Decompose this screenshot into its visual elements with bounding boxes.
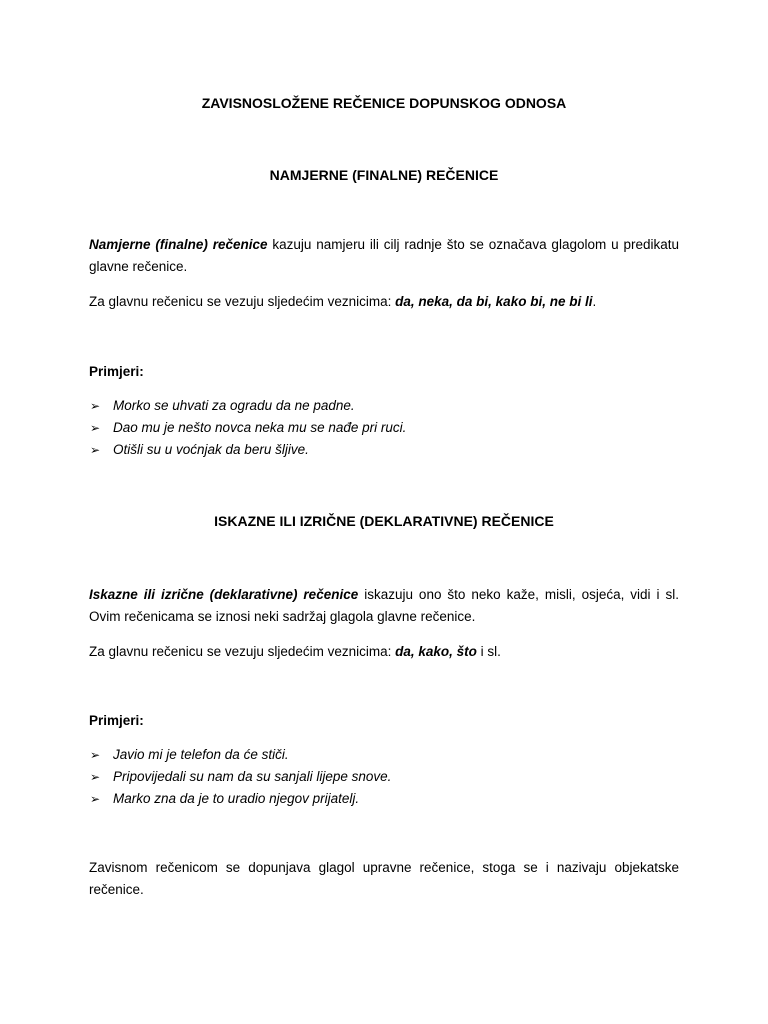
closing-paragraph: Zavisnom rečenicom se dopunjava glagol upravne rečenice, stoga se i nazivaju objekatske rečenice.	[89, 860, 679, 897]
arrow-bullet-icon: ➢	[90, 421, 101, 435]
section-title-iskazne: ISKAZNE ILI IZRIČNE (DEKLARATIVNE) REČENICE	[214, 513, 554, 529]
conjunctions-end: i sl.	[476, 644, 501, 659]
conjunctions-list: da, neka, da bi, kako bi, ne bi li	[395, 294, 593, 309]
arrow-bullet-icon: ➢	[90, 399, 101, 413]
definition-term: Namjerne (finalne) rečenice	[89, 237, 268, 252]
list-item: ➢ Marko zna da je to uradio njegov prijatelj.	[113, 788, 391, 810]
arrow-bullet-icon: ➢	[90, 770, 101, 784]
list-item: ➢ Dao mu je nešto novca neka mu se nađe pri ruci.	[113, 417, 406, 439]
section-title-namjerne: NAMJERNE (FINALNE) REČENICE	[269, 167, 499, 183]
list-item: ➢ Morko se uhvati za ogradu da ne padne.	[113, 395, 406, 417]
examples-list-namjerne	[90, 395, 407, 461]
definition-paragraph-iskazne	[89, 584, 679, 628]
list-item: ➢ Javio mi je telefon da će stiči.	[113, 744, 391, 766]
main-title: ZAVISNOSLOŽENE REČENICE DOPUNSKOG ODNOSA	[201, 95, 567, 111]
arrow-bullet-icon: ➢	[90, 443, 101, 457]
definition-term: Iskazne ili izrične (deklarativne) rečenice	[89, 587, 359, 602]
list-item: ➢ Pripovijedali su nam da su sanjali lijepe snove.	[113, 766, 391, 788]
conjunctions-list: da, kako, što	[395, 644, 477, 659]
examples-list-iskazne	[90, 744, 392, 810]
examples-label: Primjeri:	[89, 364, 144, 379]
conjunctions-intro: Za glavnu rečenicu se vezuju sljedećim veznicima:	[89, 294, 396, 309]
examples-label: Primjeri:	[89, 713, 144, 728]
definition-paragraph-namjerne	[89, 234, 679, 278]
conjunctions-paragraph-namjerne	[89, 291, 679, 313]
conjunctions-paragraph-iskazne	[89, 641, 679, 663]
conjunctions-intro: Za glavnu rečenicu se vezuju sljedećim veznicima:	[89, 644, 396, 659]
arrow-bullet-icon: ➢	[90, 792, 101, 806]
arrow-bullet-icon: ➢	[90, 748, 101, 762]
definition-text: kazuju namjeru ili cilj radnje što se označava glagolom u predikatu glavne rečenice.	[89, 237, 679, 274]
list-item: ➢ Otišli su u voćnjak da beru šljive.	[113, 439, 406, 461]
definition-text: iskazuju ono što neko kaže, misli, osjeća, vidi i sl. Ovim rečenicama se iznosi neki sadržaj glagola glavne rečenice.	[89, 587, 679, 624]
conjunctions-end: .	[592, 294, 597, 309]
